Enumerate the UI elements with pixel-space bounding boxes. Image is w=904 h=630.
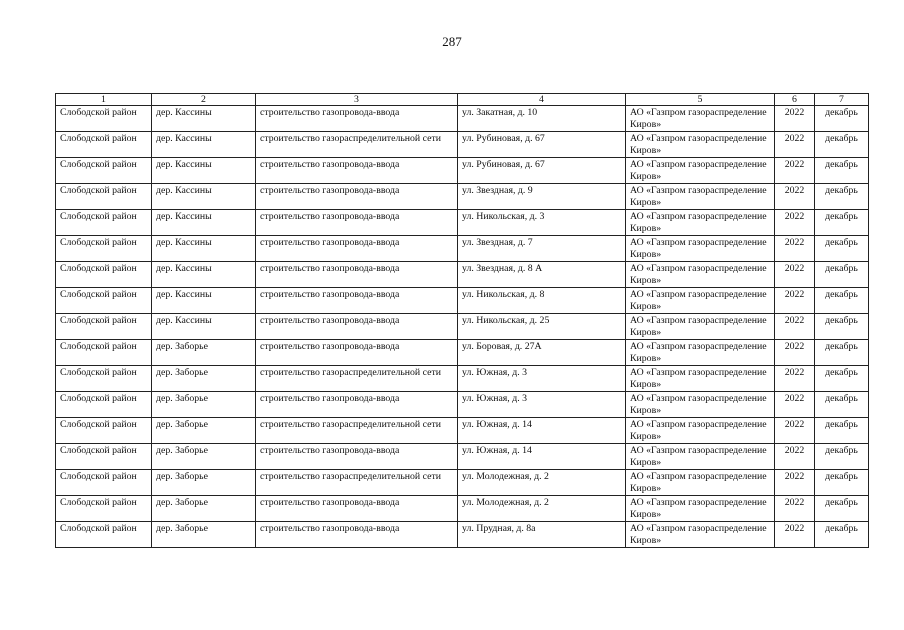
table-row xyxy=(56,418,869,444)
settlement-cell: дер. Заборье xyxy=(152,444,256,470)
district-cell: Слободской район xyxy=(56,288,152,314)
district-cell: Слободской район xyxy=(56,496,152,522)
district-cell: Слободской район xyxy=(56,184,152,210)
district-cell: Слободской район xyxy=(56,314,152,340)
table-row xyxy=(56,262,869,288)
month-cell: декабрь xyxy=(815,366,869,392)
column-header: 3 xyxy=(256,94,458,106)
settlement-cell: дер. Заборье xyxy=(152,366,256,392)
district-cell: Слободской район xyxy=(56,522,152,548)
contractor-cell: АО «Газпром газораспределение Киров» xyxy=(626,314,775,340)
work-type-cell: строительство газораспределительной сети xyxy=(256,418,458,444)
month-cell: декабрь xyxy=(815,210,869,236)
table-row xyxy=(56,236,869,262)
address-cell: ул. Молодежная, д. 2 xyxy=(458,496,626,522)
district-cell: Слободской район xyxy=(56,392,152,418)
year-cell: 2022 xyxy=(775,184,815,210)
district-cell: Слободской район xyxy=(56,158,152,184)
table-body xyxy=(56,106,869,548)
work-type-cell: строительство газопровода-ввода xyxy=(256,236,458,262)
settlement-cell: дер. Заборье xyxy=(152,418,256,444)
work-type-cell: строительство газораспределительной сети xyxy=(256,132,458,158)
contractor-cell: АО «Газпром газораспределение Киров» xyxy=(626,340,775,366)
table-row xyxy=(56,522,869,548)
contractor-cell: АО «Газпром газораспределение Киров» xyxy=(626,470,775,496)
month-cell: декабрь xyxy=(815,340,869,366)
month-cell: декабрь xyxy=(815,106,869,132)
work-type-cell: строительство газопровода-ввода xyxy=(256,184,458,210)
month-cell: декабрь xyxy=(815,418,869,444)
month-cell: декабрь xyxy=(815,158,869,184)
column-header: 5 xyxy=(626,94,775,106)
address-cell: ул. Звездная, д. 9 xyxy=(458,184,626,210)
district-cell: Слободской район xyxy=(56,262,152,288)
district-cell: Слободской район xyxy=(56,470,152,496)
address-cell: ул. Звездная, д. 8 А xyxy=(458,262,626,288)
contractor-cell: АО «Газпром газораспределение Киров» xyxy=(626,106,775,132)
settlement-cell: дер. Кассины xyxy=(152,262,256,288)
month-cell: декабрь xyxy=(815,236,869,262)
table-row xyxy=(56,106,869,132)
gasification-schedule-table xyxy=(55,93,869,548)
contractor-cell: АО «Газпром газораспределение Киров» xyxy=(626,236,775,262)
year-cell: 2022 xyxy=(775,522,815,548)
address-cell: ул. Боровая, д. 27А xyxy=(458,340,626,366)
district-cell: Слободской район xyxy=(56,210,152,236)
district-cell: Слободской район xyxy=(56,444,152,470)
month-cell: декабрь xyxy=(815,314,869,340)
table-row xyxy=(56,132,869,158)
district-cell: Слободской район xyxy=(56,366,152,392)
address-cell: ул. Закатная, д. 10 xyxy=(458,106,626,132)
table-row xyxy=(56,184,869,210)
year-cell: 2022 xyxy=(775,158,815,184)
work-type-cell: строительство газораспределительной сети xyxy=(256,366,458,392)
work-type-cell: строительство газопровода-ввода xyxy=(256,392,458,418)
year-cell: 2022 xyxy=(775,314,815,340)
address-cell: ул. Южная, д. 14 xyxy=(458,418,626,444)
contractor-cell: АО «Газпром газораспределение Киров» xyxy=(626,392,775,418)
work-type-cell: строительство газопровода-ввода xyxy=(256,496,458,522)
contractor-cell: АО «Газпром газораспределение Киров» xyxy=(626,418,775,444)
settlement-cell: дер. Кассины xyxy=(152,184,256,210)
contractor-cell: АО «Газпром газораспределение Киров» xyxy=(626,158,775,184)
address-cell: ул. Рубиновая, д. 67 xyxy=(458,158,626,184)
year-cell: 2022 xyxy=(775,470,815,496)
month-cell: декабрь xyxy=(815,392,869,418)
district-cell: Слободской район xyxy=(56,106,152,132)
year-cell: 2022 xyxy=(775,236,815,262)
header-row xyxy=(56,94,869,106)
year-cell: 2022 xyxy=(775,106,815,132)
column-header: 2 xyxy=(152,94,256,106)
address-cell: ул. Молодежная, д. 2 xyxy=(458,470,626,496)
address-cell: ул. Никольская, д. 8 xyxy=(458,288,626,314)
work-type-cell: строительство газопровода-ввода xyxy=(256,210,458,236)
contractor-cell: АО «Газпром газораспределение Киров» xyxy=(626,288,775,314)
table-row xyxy=(56,314,869,340)
address-cell: ул. Никольская, д. 25 xyxy=(458,314,626,340)
table-row xyxy=(56,210,869,236)
contractor-cell: АО «Газпром газораспределение Киров» xyxy=(626,132,775,158)
work-type-cell: строительство газопровода-ввода xyxy=(256,158,458,184)
table-row xyxy=(56,288,869,314)
month-cell: декабрь xyxy=(815,470,869,496)
settlement-cell: дер. Кассины xyxy=(152,158,256,184)
work-type-cell: строительство газопровода-ввода xyxy=(256,340,458,366)
contractor-cell: АО «Газпром газораспределение Киров» xyxy=(626,496,775,522)
year-cell: 2022 xyxy=(775,366,815,392)
month-cell: декабрь xyxy=(815,522,869,548)
month-cell: декабрь xyxy=(815,262,869,288)
settlement-cell: дер. Кассины xyxy=(152,106,256,132)
settlement-cell: дер. Кассины xyxy=(152,210,256,236)
address-cell: ул. Южная, д. 14 xyxy=(458,444,626,470)
month-cell: декабрь xyxy=(815,444,869,470)
address-cell: ул. Южная, д. 3 xyxy=(458,392,626,418)
contractor-cell: АО «Газпром газораспределение Киров» xyxy=(626,184,775,210)
settlement-cell: дер. Кассины xyxy=(152,288,256,314)
district-cell: Слободской район xyxy=(56,132,152,158)
year-cell: 2022 xyxy=(775,496,815,522)
district-cell: Слободской район xyxy=(56,236,152,262)
contractor-cell: АО «Газпром газораспределение Киров» xyxy=(626,210,775,236)
settlement-cell: дер. Кассины xyxy=(152,314,256,340)
table-row xyxy=(56,470,869,496)
year-cell: 2022 xyxy=(775,392,815,418)
contractor-cell: АО «Газпром газораспределение Киров» xyxy=(626,522,775,548)
column-header: 4 xyxy=(458,94,626,106)
month-cell: декабрь xyxy=(815,496,869,522)
address-cell: ул. Никольская, д. 3 xyxy=(458,210,626,236)
work-type-cell: строительство газопровода-ввода xyxy=(256,106,458,132)
settlement-cell: дер. Кассины xyxy=(152,236,256,262)
settlement-cell: дер. Заборье xyxy=(152,392,256,418)
table-row xyxy=(56,158,869,184)
year-cell: 2022 xyxy=(775,444,815,470)
page-number: 287 xyxy=(442,34,462,49)
year-cell: 2022 xyxy=(775,288,815,314)
settlement-cell: дер. Заборье xyxy=(152,340,256,366)
work-type-cell: строительство газопровода-ввода xyxy=(256,444,458,470)
work-type-cell: строительство газопровода-ввода xyxy=(256,262,458,288)
settlement-cell: дер. Заборье xyxy=(152,470,256,496)
contractor-cell: АО «Газпром газораспределение Киров» xyxy=(626,366,775,392)
column-header: 6 xyxy=(775,94,815,106)
district-cell: Слободской район xyxy=(56,418,152,444)
month-cell: декабрь xyxy=(815,132,869,158)
settlement-cell: дер. Кассины xyxy=(152,132,256,158)
year-cell: 2022 xyxy=(775,418,815,444)
year-cell: 2022 xyxy=(775,262,815,288)
contractor-cell: АО «Газпром газораспределение Киров» xyxy=(626,444,775,470)
contractor-cell: АО «Газпром газораспределение Киров» xyxy=(626,262,775,288)
address-cell: ул. Звездная, д. 7 xyxy=(458,236,626,262)
table-row xyxy=(56,340,869,366)
column-header: 7 xyxy=(815,94,869,106)
work-type-cell: строительство газопровода-ввода xyxy=(256,314,458,340)
month-cell: декабрь xyxy=(815,184,869,210)
table-row xyxy=(56,444,869,470)
column-header: 1 xyxy=(56,94,152,106)
address-cell: ул. Южная, д. 3 xyxy=(458,366,626,392)
work-type-cell: строительство газопровода-ввода xyxy=(256,522,458,548)
address-cell: ул. Прудная, д. 8а xyxy=(458,522,626,548)
table-row xyxy=(56,496,869,522)
work-type-cell: строительство газораспределительной сети xyxy=(256,470,458,496)
address-cell: ул. Рубиновая, д. 67 xyxy=(458,132,626,158)
table-row xyxy=(56,392,869,418)
year-cell: 2022 xyxy=(775,340,815,366)
district-cell: Слободской район xyxy=(56,340,152,366)
year-cell: 2022 xyxy=(775,132,815,158)
table-row xyxy=(56,366,869,392)
settlement-cell: дер. Заборье xyxy=(152,496,256,522)
work-type-cell: строительство газопровода-ввода xyxy=(256,288,458,314)
year-cell: 2022 xyxy=(775,210,815,236)
month-cell: декабрь xyxy=(815,288,869,314)
settlement-cell: дер. Заборье xyxy=(152,522,256,548)
